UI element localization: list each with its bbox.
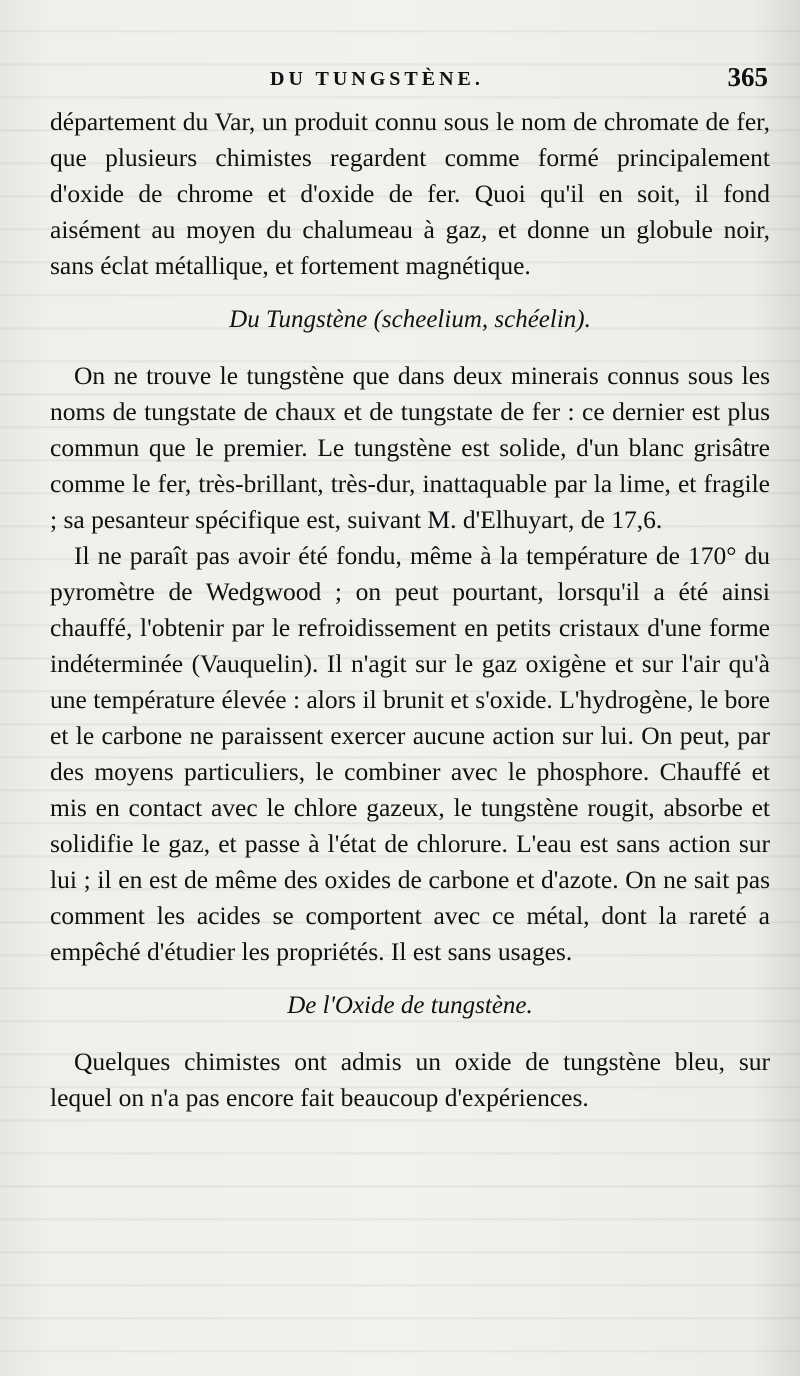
paragraph-tungstene-proprietes: Il ne paraît pas avoir été fondu, même à la température de 170° du pyromètre de Wedgwood ; on peut pourtant, lorsqu'il a été ainsi chauffé, l'obtenir par le refroidissement en petits cristaux d'une forme indéterminée (Vauquelin). Il n'agit sur le gaz oxigène et sur l'air qu'à une température élevée : alors il brunit et s'oxide. L'hydrogène, le bore et le carbone ne paraissent exercer aucune action sur lui. On peut, par des moyens particuliers, le combiner avec le phosphore. Chauffé et mis en contact avec le chlore gazeux, le tungstène rougit, absorbe et solidifie le gaz, et passe à l'état de chlorure. L'eau est sans action sur lui ; il en est de même des oxides de carbone et d'azote. On ne sait pas comment les acides se comportent avec ce métal, dont la rareté a empêché d'étudier les propriétés. Il est sans usages.: [50, 541, 770, 966]
paragraph-tungstene-minerais: On ne trouve le tungstène que dans deux minerais connus sous les noms de tungstate de chaux et de tungstate de fer : ce dernier est plus commun que le premier. Le tungstène est solide, d'un blanc grisâtre comme le fer, très-brillant, très-dur, inattaquable par la lime, et fragile ; sa pesanteur spécifique est, suivant M. d'Elhuyart, de 17,6.: [50, 361, 770, 534]
paragraph-chromate: département du Var, un produit connu sous le nom de chromate de fer, que plusieurs chimistes regardent comme formé principalement d'oxide de chrome et d'oxide de fer. Quoi qu'il en soit, il fond aisément au moyen du chalumeau à gaz, et donne un globule noir, sans éclat métallique, et fortement magnétique.: [50, 107, 770, 280]
page-number: 365: [727, 62, 768, 92]
paragraph-oxide-bleu: Quelques chimistes ont admis un oxide de tungstène bleu, sur lequel on n'a pas encore fait beaucoup d'expériences.: [50, 1047, 770, 1112]
page-header: [50, 62, 770, 102]
section-heading-tungstene: Du Tungstène (scheelium, schéelin).: [229, 306, 591, 333]
page-body: [50, 104, 770, 1116]
running-head: DU TUNGSTÈNE.: [270, 68, 484, 90]
section-heading-oxide: De l'Oxide de tungstène.: [287, 992, 533, 1019]
